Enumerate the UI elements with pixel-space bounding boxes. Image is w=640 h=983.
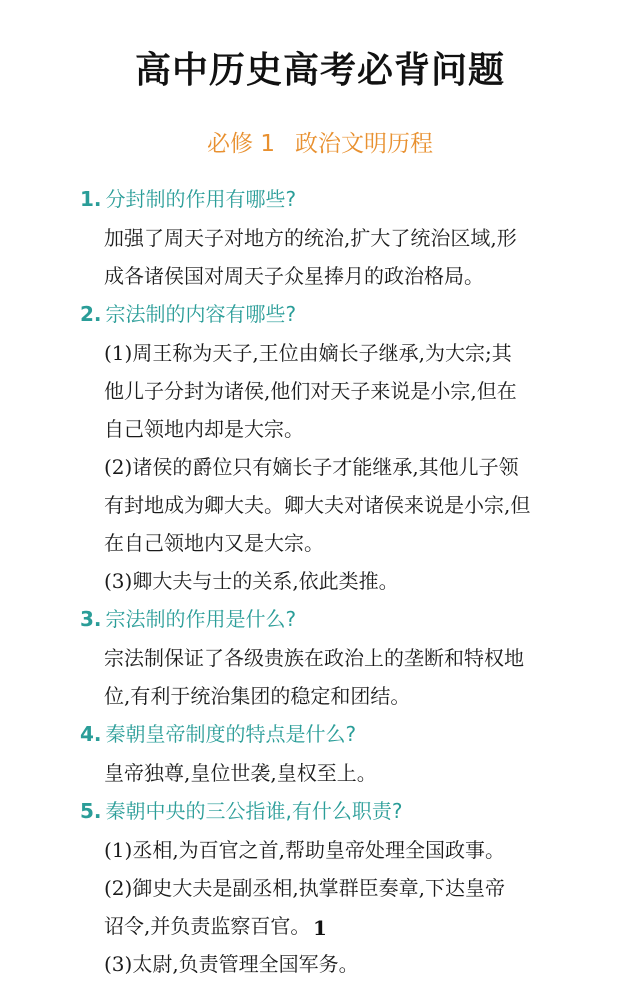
answer-line: (2)御史大夫是副丞相,执掌群臣奏章,下达皇帝 — [104, 876, 506, 900]
section-number: 必修 1 — [207, 131, 275, 157]
section-title: 政治文明历程 — [294, 131, 433, 157]
question-block — [80, 715, 570, 792]
answer — [80, 831, 570, 983]
section-heading — [0, 124, 640, 164]
answer-line: 成各诸侯国对周天子众星捧月的政治格局。 — [104, 264, 484, 288]
answer — [80, 334, 570, 600]
question-block — [80, 295, 570, 600]
answer-line: (3)卿大夫与士的关系,依此类推。 — [104, 569, 399, 593]
question-heading — [80, 792, 570, 831]
question-heading — [80, 295, 570, 334]
answer — [80, 219, 570, 295]
answer-line: 诏令,并负责监察百官。 — [104, 914, 311, 938]
answer-line: 有封地成为卿大夫。卿大夫对诸侯来说是小宗,但 — [104, 493, 531, 517]
answer-line: 在自己领地内又是大宗。 — [104, 531, 324, 555]
question-text: 分封制的作用有哪些? — [105, 187, 297, 211]
question-number: 1. — [80, 187, 102, 211]
question-number: 5. — [80, 799, 102, 823]
question-text: 秦朝皇帝制度的特点是什么? — [105, 722, 357, 746]
answer-line: 宗法制保证了各级贵族在政治上的垄断和特权地 — [104, 646, 524, 670]
answer-line: (3)太尉,负责管理全国军务。 — [104, 952, 359, 976]
page-title: 高中历史高考必背问题 — [134, 49, 505, 91]
question-text: 秦朝中央的三公指谁,有什么职责? — [105, 799, 403, 823]
page-number: 1 — [313, 916, 327, 940]
question-block — [80, 180, 570, 295]
answer-line: (1)周王称为天子,王位由嫡长子继承,为大宗;其 — [104, 341, 512, 365]
question-number: 4. — [80, 722, 102, 746]
answer-line: (2)诸侯的爵位只有嫡长子才能继承,其他儿子领 — [104, 455, 519, 479]
question-heading — [80, 715, 570, 754]
question-block — [80, 792, 570, 983]
answer-line: 自己领地内却是大宗。 — [104, 417, 304, 441]
answer-line: 加强了周天子对地方的统治,扩大了统治区域,形 — [104, 226, 517, 250]
answer-line: 皇帝独尊,皇位世袭,皇权至上。 — [104, 761, 377, 785]
question-block — [80, 600, 570, 715]
answer-line: (1)丞相,为百官之首,帮助皇帝处理全国政事。 — [104, 838, 506, 862]
question-text: 宗法制的内容有哪些? — [105, 302, 297, 326]
question-heading — [80, 180, 570, 219]
question-number: 2. — [80, 302, 102, 326]
answer-line: 他儿子分封为诸侯,他们对天子来说是小宗,但在 — [104, 379, 517, 403]
question-text: 宗法制的作用是什么? — [105, 607, 297, 631]
answer — [80, 639, 570, 715]
question-number: 3. — [80, 607, 102, 631]
answer-line: 位,有利于统治集团的稳定和团结。 — [104, 684, 411, 708]
question-heading — [80, 600, 570, 639]
answer — [80, 754, 570, 792]
question-list — [80, 180, 570, 983]
